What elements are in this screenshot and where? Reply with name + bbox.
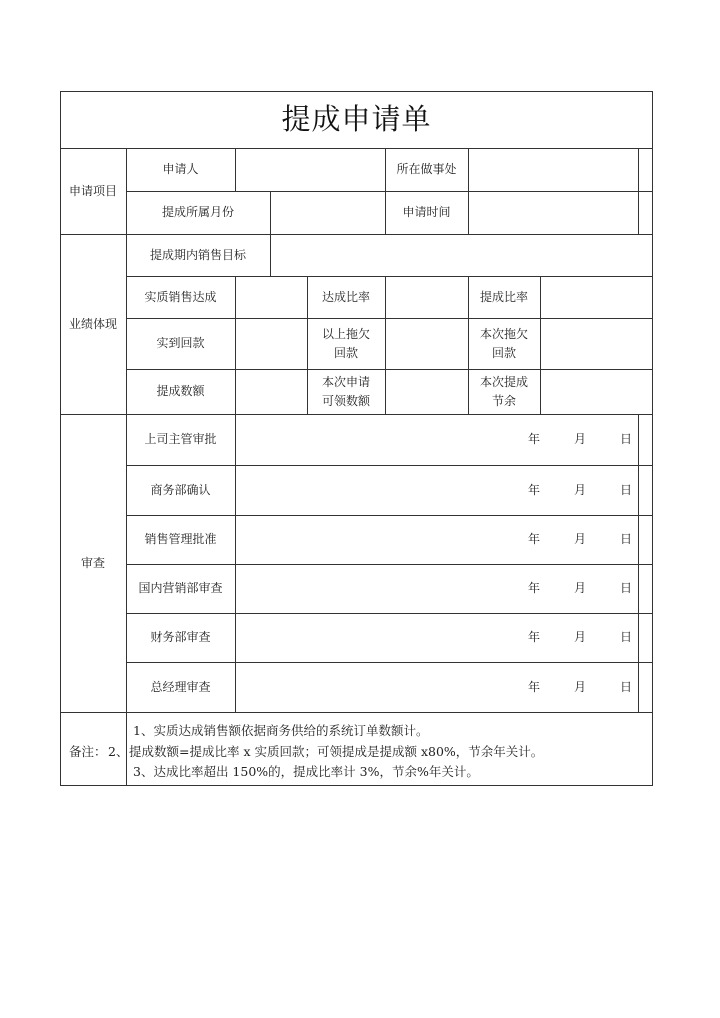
current-overdue-label-line1: 本次拖欠: [479, 326, 528, 341]
applicant-field[interactable]: [235, 148, 385, 191]
notes-label: 备注：: [69, 744, 107, 759]
commission-month-label: 提成所属月份: [161, 205, 234, 219]
review-date-year: 年: [527, 482, 540, 497]
claimable-amount-label-line1: 本次申请: [321, 374, 370, 389]
review-date-year: 年: [527, 581, 540, 595]
review-date-month: 月: [573, 482, 586, 497]
commission-surplus-label: [468, 369, 540, 414]
office-label: 所在做事处: [396, 162, 457, 176]
review-date-year: 年: [527, 630, 540, 644]
commission-month-field[interactable]: [270, 191, 385, 234]
achieve-rate-label: 达成比率: [321, 289, 370, 304]
current-overdue-field[interactable]: [540, 318, 653, 369]
review-row-label: 商务部确认: [150, 482, 211, 497]
commission-surplus-label-line2: 节余: [491, 393, 516, 408]
review-date-day: 日: [619, 581, 632, 595]
commission-surplus-label-line1: 本次提成: [479, 374, 528, 389]
commission-rate-field[interactable]: [540, 276, 653, 318]
review-date-day: 日: [619, 679, 632, 694]
actual-sales-field[interactable]: [235, 276, 307, 318]
review-date-month: 月: [573, 581, 586, 595]
review-date-year: 年: [527, 432, 540, 446]
previous-overdue-label-line1: 以上拖欠: [321, 326, 370, 341]
review-row-label: 上司主管审批: [144, 432, 217, 446]
review-date-year: 年: [527, 532, 540, 546]
review-date-month: 月: [573, 630, 586, 644]
note-line-2: 提成数额=提成比率 x 实质回款；可领提成是提成额 x80%，节余年关计。: [129, 744, 544, 759]
sales-target-field[interactable]: [270, 234, 653, 276]
note-line-3: 3、达成比率超出 150%的，提成比率计 3%，节余%年关计。: [133, 764, 479, 779]
previous-overdue-field[interactable]: [385, 318, 468, 369]
review-date-month: 月: [573, 432, 586, 446]
current-overdue-label: [468, 318, 540, 369]
sales-target-label: 提成期内销售目标: [149, 247, 246, 262]
form-title: 提成申请单: [281, 102, 432, 136]
received-payment-field[interactable]: [235, 318, 307, 369]
review-date-day: 日: [619, 482, 632, 497]
previous-overdue-label-line2: 回款: [333, 345, 358, 360]
note-line-1: 1、实质达成销售额依据商务供给的系统订单数额计。: [133, 723, 429, 738]
section-label-performance: 业绩体现: [68, 316, 117, 331]
review-date-month: 月: [573, 679, 586, 694]
applicant-label: 申请人: [162, 162, 199, 176]
commission-amount-label: 提成数额: [156, 384, 205, 398]
office-field[interactable]: [468, 148, 638, 191]
apply-time-field[interactable]: [468, 191, 638, 234]
review-row-label: 总经理审查: [150, 679, 211, 694]
note-line-2-number: 2、: [108, 744, 129, 759]
review-date-month: 月: [573, 532, 586, 546]
claimable-amount-label: [307, 369, 385, 414]
claimable-amount-field[interactable]: [385, 369, 468, 414]
review-row-label: 财务部审查: [150, 630, 211, 644]
commission-amount-field[interactable]: [235, 369, 307, 414]
current-overdue-label-line2: 回款: [491, 345, 516, 360]
received-payment-label: 实到回款: [156, 336, 205, 350]
actual-sales-label: 实质销售达成: [144, 289, 217, 304]
commission-rate-label: 提成比率: [479, 289, 528, 304]
commission-surplus-field[interactable]: [540, 369, 653, 414]
review-row-label: 销售管理批准: [144, 532, 217, 546]
review-date-year: 年: [527, 679, 540, 694]
review-row-label: 国内营销部审查: [138, 581, 223, 595]
review-date-day: 日: [619, 432, 632, 446]
achieve-rate-field[interactable]: [385, 276, 468, 318]
previous-overdue-label: [307, 318, 385, 369]
review-date-day: 日: [619, 532, 632, 546]
apply-time-label: 申请时间: [402, 205, 451, 219]
section-label-review: 审查: [80, 555, 105, 570]
section-label-apply: 申请项目: [68, 183, 117, 198]
review-date-day: 日: [619, 630, 632, 644]
claimable-amount-label-line2: 可领数额: [321, 393, 370, 408]
